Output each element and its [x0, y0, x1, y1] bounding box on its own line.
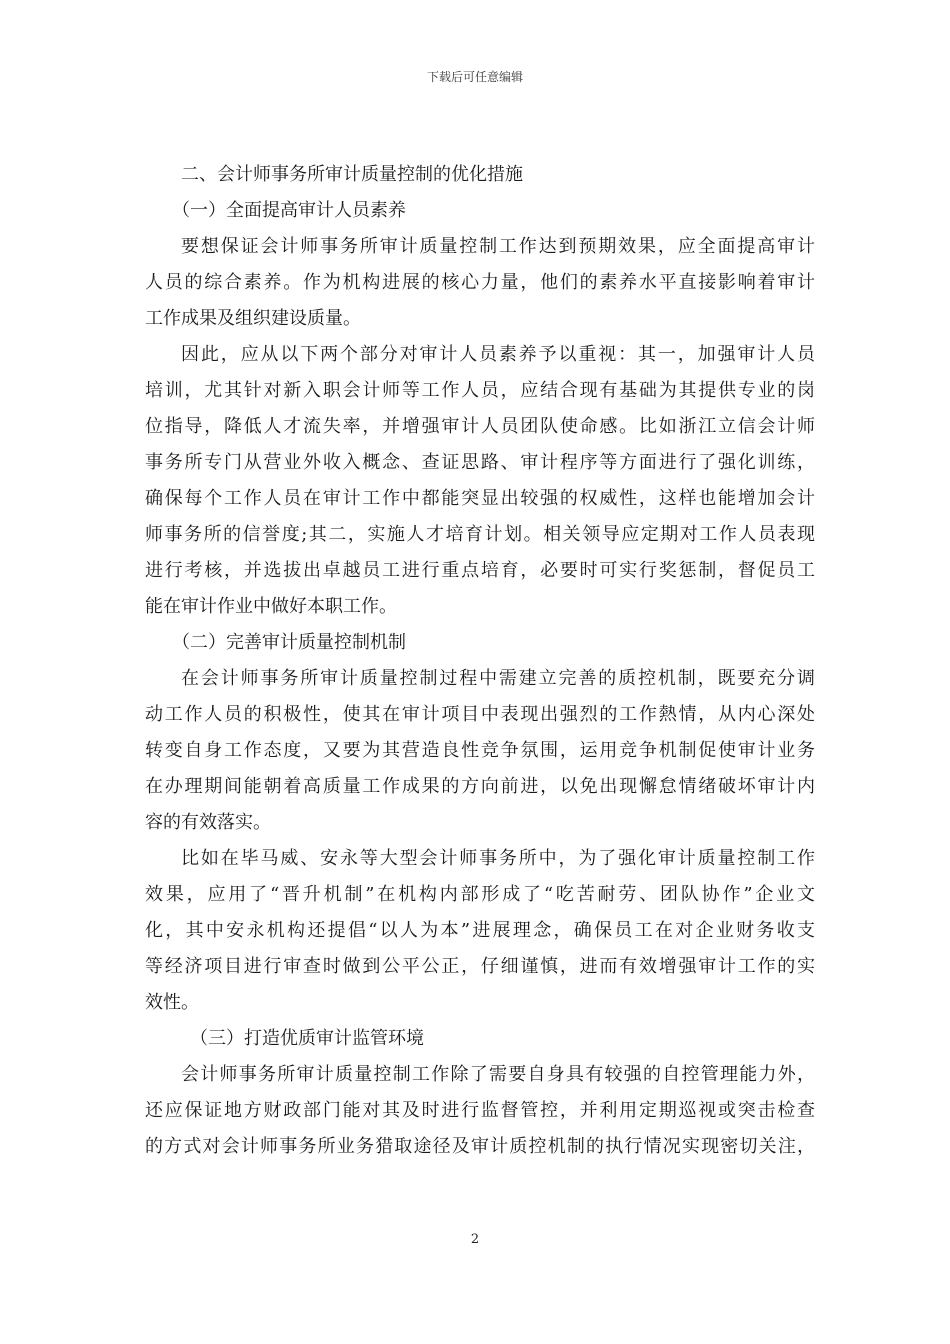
paragraph-line: 确保每个工作人员在审计工作中都能突显出较强的权威性，这样也能增加会计: [145, 488, 815, 509]
paragraph-line: 在办理期间能朝着高质量工作成果的方向前进，以免出现懈怠情绪破坏审计内: [145, 776, 815, 797]
paragraph-line: 工作成果及组织建设质量。: [145, 308, 361, 329]
paragraph-line: 效性。: [145, 992, 199, 1013]
paragraph-line: 在会计师事务所审计质量控制过程中需建立完善的质控机制，既要充分调: [181, 668, 815, 689]
header-note: 下载后可任意编辑: [426, 70, 523, 84]
paragraph-line: 培训，尤其针对新入职会计师等工作人员，应结合现有基础为其提供专业的岗: [145, 380, 815, 401]
page-number: 2: [470, 1232, 480, 1247]
paragraph-line: 化，其中安永机构还提倡“以人为本”进展理念，确保员工在对企业财务收支: [145, 920, 815, 941]
paragraph-line: 要想保证会计师事务所审计质量控制工作达到预期效果，应全面提高审计: [181, 236, 815, 257]
paragraph-line: 事务所专门从营业外收入概念、查证思路、审计程序等方面进行了强化训练，: [145, 452, 815, 473]
paragraph-line: 会计师事务所审计质量控制工作除了需要自身具有较强的自控管理能力外，: [181, 1064, 815, 1085]
paragraph-line: 能在审计作业中做好本职工作。: [145, 596, 397, 617]
paragraph-line: 等经济项目进行审查时做到公平公正，仔细谨慎，进而有效增强审计工作的实: [145, 956, 815, 977]
paragraph-line: 容的有效落实。: [145, 812, 271, 833]
paragraph-line: 进行考核，并选拔出卓越员工进行重点培育，必要时可实行奖惩制，督促员工: [145, 560, 815, 581]
paragraph-line: 转变自身工作态度，又要为其营造良性竞争氛围，运用竞争机制促使审计业务: [145, 740, 815, 761]
paragraph-line: 师事务所的信誉度;其二，实施人才培育计划。相关领导应定期对工作人员表现: [145, 524, 815, 545]
paragraph-line: 人员的综合素养。作为机构进展的核心力量，他们的素养水平直接影响着审计: [145, 272, 815, 293]
paragraph-line: 因此，应从以下两个部分对审计人员素养予以重视：其一，加强审计人员: [181, 344, 815, 365]
paragraph-line: 位指导，降低人才流失率，并增强审计人员团队使命感。比如浙江立信会计师: [145, 416, 815, 437]
document-body: [145, 157, 815, 1165]
paragraph-line: 动工作人员的积极性，使其在审计项目中表现出强烈的工作熱情，从内心深处: [145, 704, 815, 725]
subsection-heading-2: （二）完善审计质量控制机制: [172, 632, 406, 653]
subsection-heading-1: （一）全面提高审计人员素养: [172, 200, 406, 221]
paragraph-line: 还应保证地方财政部门能对其及时进行监督管控，并利用定期巡视或突击检查: [145, 1100, 815, 1121]
paragraph-line: 的方式对会计师事务所业务猎取途径及审计质控机制的执行情况实现密切关注，: [145, 1136, 815, 1157]
paragraph-line: 效果，应用了“晋升机制”在机构内部形成了“吃苦耐劳、团队协作”企业文: [145, 884, 815, 905]
section-title: 二、会计师事务所审计质量控制的优化措施: [181, 164, 523, 185]
subsection-heading-3: （三）打造优质审计监管环境: [190, 1028, 424, 1049]
paragraph-line: 比如在毕马威、安永等大型会计师事务所中，为了强化审计质量控制工作: [181, 848, 815, 869]
